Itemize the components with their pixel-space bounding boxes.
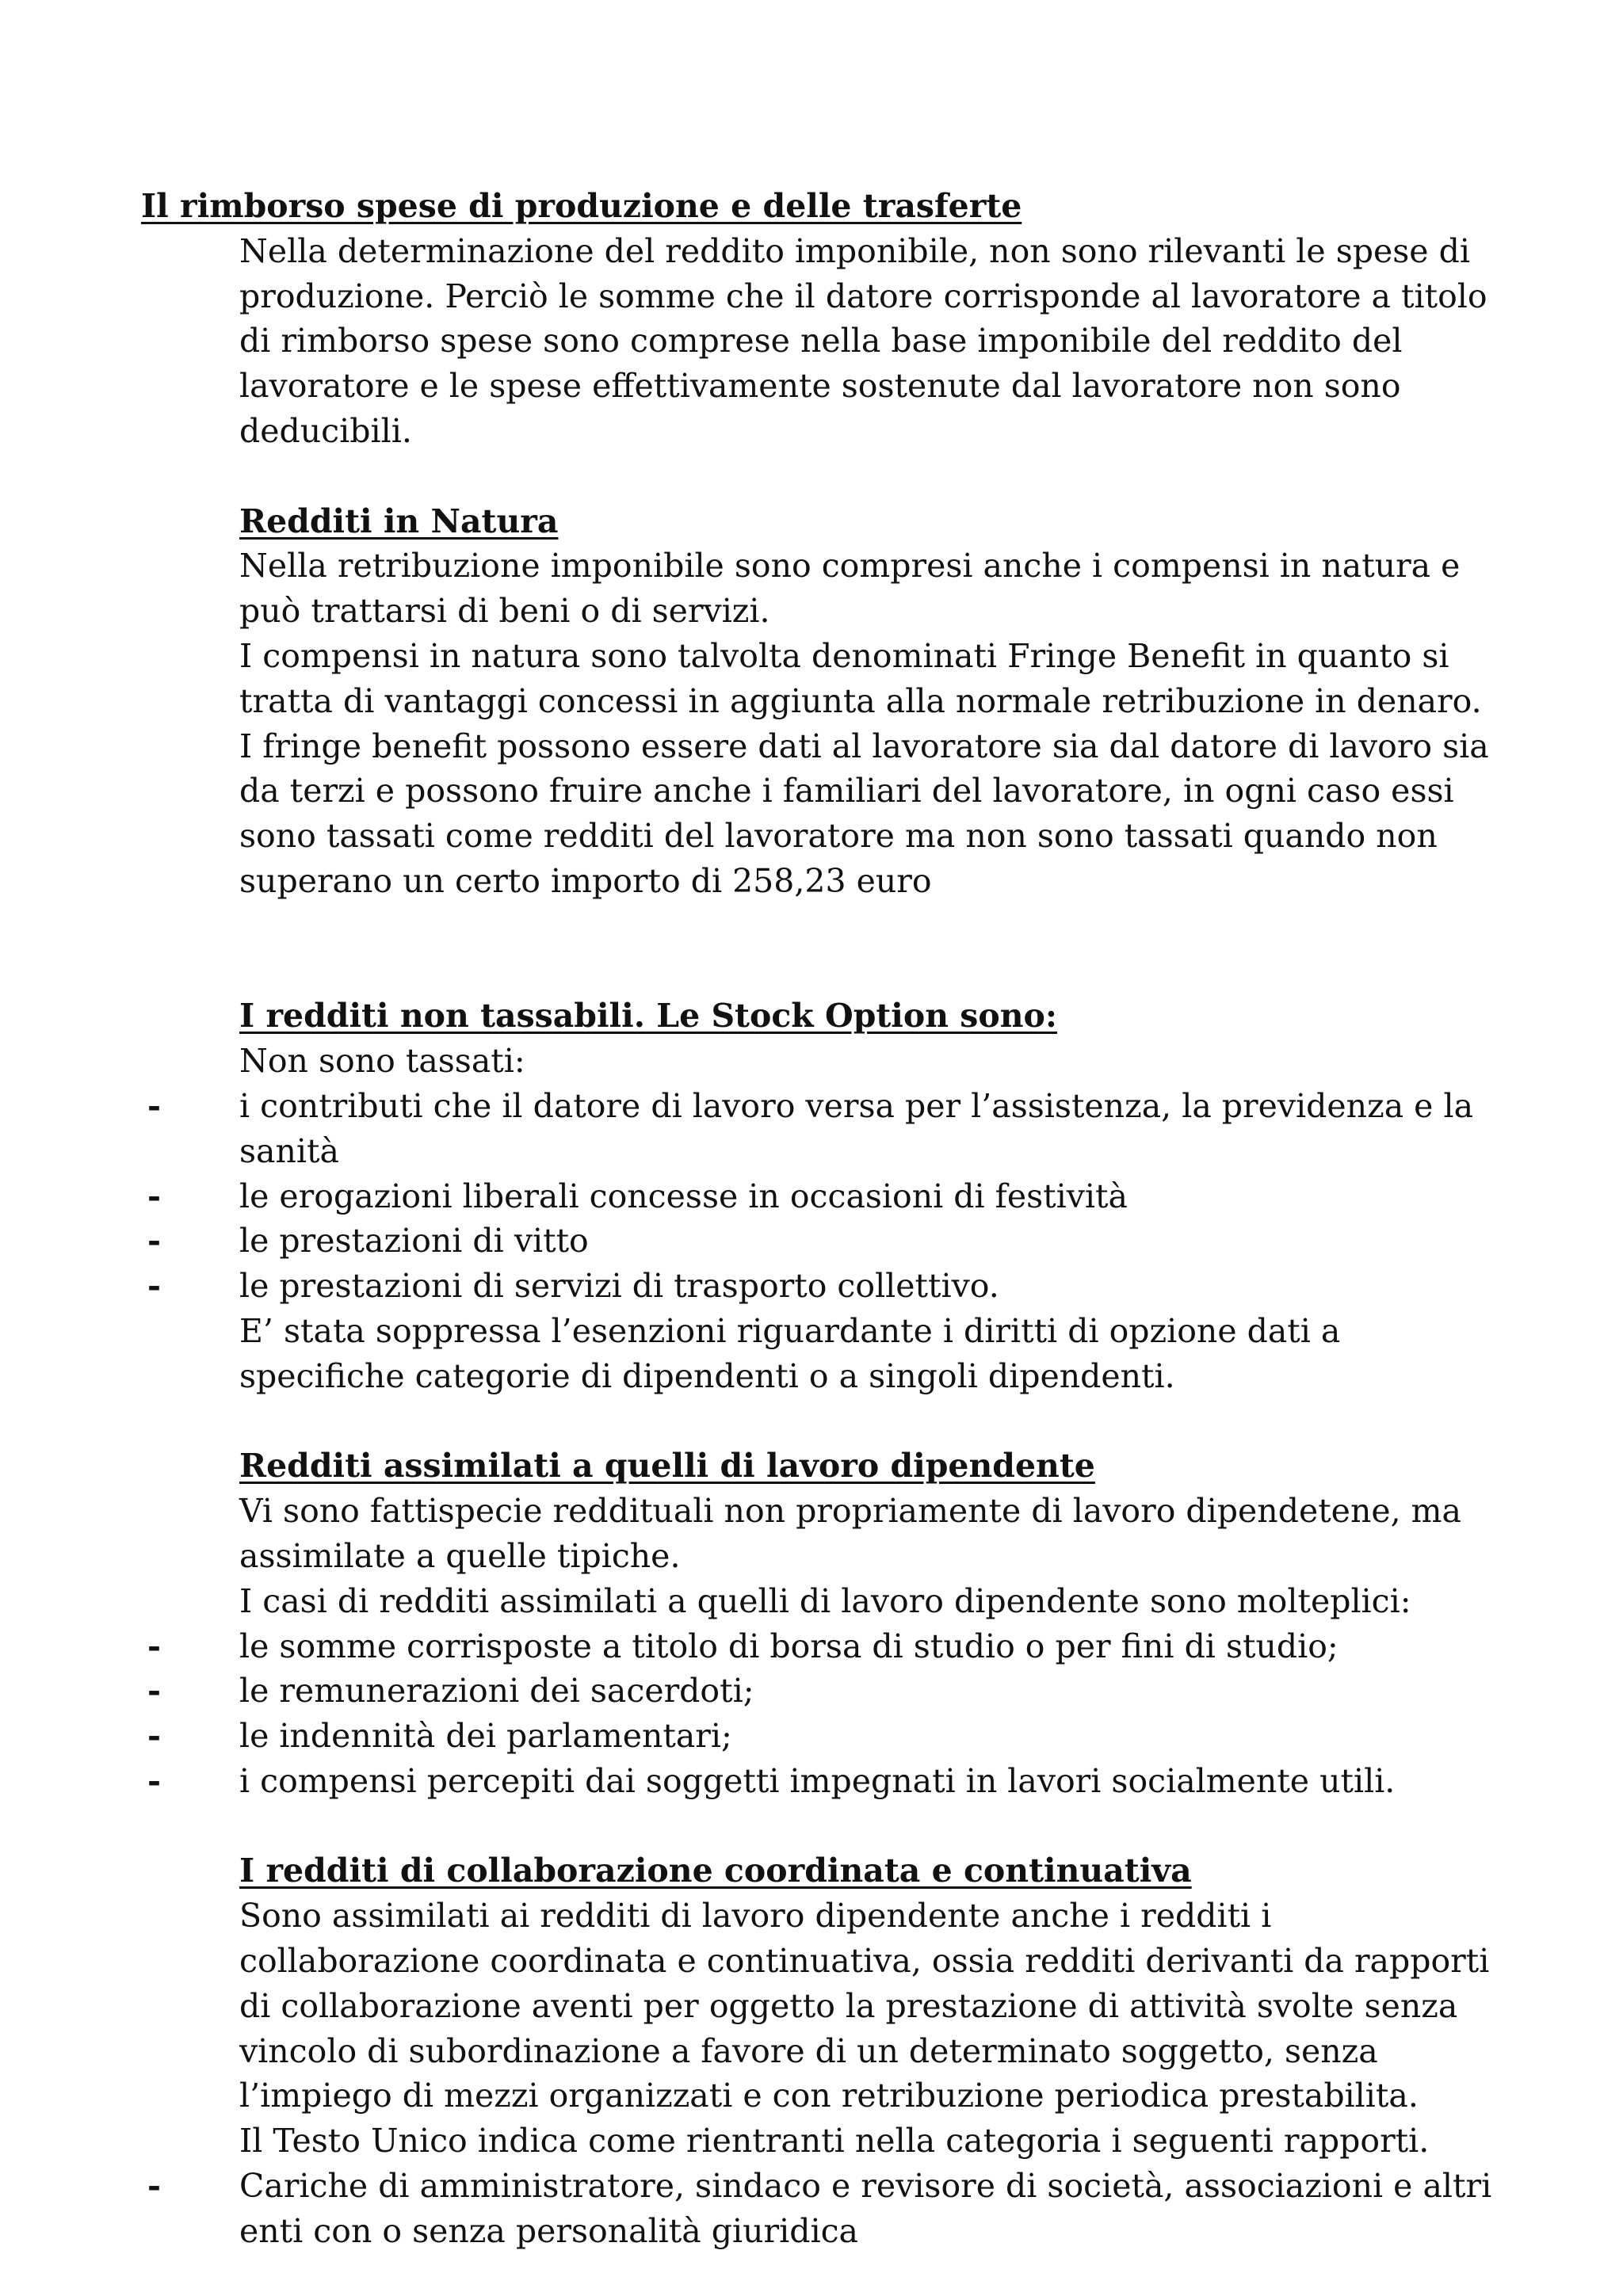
bullet-dash: - bbox=[147, 1086, 162, 1125]
section-heading: I redditi di collaborazione coordinata e continuativa bbox=[239, 1852, 1192, 1890]
section-paragraph: Vi sono fattispecie reddituali non propriamente di lavoro dipendetene, ma assimilate a quelle tipiche. bbox=[239, 1492, 1462, 1575]
bullet-dash: - bbox=[147, 1627, 162, 1665]
section-paragraph: Nella retribuzione imponibile sono compresi anche i compensi in natura e può trattarsi di beni o di servizi. bbox=[239, 547, 1461, 631]
document-title: Il rimborso spese di produzione e delle trasferte bbox=[141, 187, 1022, 225]
list-item-text: le erogazioni liberali concesse in occasioni di festività bbox=[239, 1177, 1128, 1215]
bullet-list bbox=[147, 2164, 1499, 2254]
section-lead: Non sono tassati: bbox=[239, 1042, 525, 1081]
list-item bbox=[147, 1264, 1499, 1309]
list-item-text: le prestazioni di vitto bbox=[239, 1222, 589, 1261]
list-item-text: le prestazioni di servizi di trasporto collettivo. bbox=[239, 1267, 999, 1306]
bullet-dash: - bbox=[147, 1717, 162, 1756]
list-item bbox=[147, 1669, 1499, 1714]
list-item-text: Cariche di amministratore, sindaco e revisore di società, associazioni e altri enti con o senza personalità giuridica bbox=[239, 2167, 1492, 2250]
section-heading: Redditi in Natura bbox=[239, 502, 559, 540]
bullet-dash: - bbox=[147, 2167, 162, 2206]
section-paragraph: I casi di redditi assimilati a quelli di lavoro dipendente sono molteplici: bbox=[239, 1581, 1411, 1620]
document-body bbox=[141, 184, 1504, 2254]
bullet-dash: - bbox=[147, 1267, 162, 1306]
section-heading: I redditi non tassabili. Le Stock Option sono: bbox=[239, 997, 1058, 1035]
bullet-list bbox=[147, 1624, 1499, 1804]
bullet-dash: - bbox=[147, 1222, 162, 1261]
list-item bbox=[147, 2164, 1499, 2254]
list-item-text: le remunerazioni dei sacerdoti; bbox=[239, 1672, 754, 1711]
bullet-dash: - bbox=[147, 1177, 162, 1215]
section-heading: Redditi assimilati a quelli di lavoro dipendente bbox=[239, 1447, 1095, 1486]
bullet-dash: - bbox=[147, 1672, 162, 1711]
list-item-text: le indennità dei parlamentari; bbox=[239, 1717, 732, 1756]
section-paragraph: Il Testo Unico indica come rientranti nella categoria i seguenti rapporti. bbox=[239, 2122, 1430, 2161]
list-item-text: i contributi che il datore di lavoro versa per l’assistenza, la previdenza e la sanità bbox=[239, 1086, 1474, 1170]
list-item bbox=[147, 1624, 1499, 1669]
list-item-text: i compensi percepiti dai soggetti impegnati in lavori socialmente utili. bbox=[239, 1761, 1396, 1800]
intro-paragraph: Nella determinazione del reddito imponibile, non sono rilevanti le spese di produzione. Perciò le somme che il datore corrisponde al lavoratore a titolo di rimborso spese sono comprese nella base imponibile del reddito del lavoratore e le spese effettivamente sostenute dal lavoratore non sono deducibili. bbox=[239, 231, 1487, 450]
intro-block bbox=[147, 229, 1499, 2254]
bullet-dash: - bbox=[147, 1761, 162, 1800]
section-trailing: E’ stata soppressa l’esenzioni riguardante i diritti di opzione dati a specifiche categorie di dipendenti o a singoli dipendenti. bbox=[239, 1311, 1341, 1395]
section-paragraph: Sono assimilati ai redditi di lavoro dipendente anche i redditi i collaborazione coordinata e continuativa, ossia redditi derivanti da rapporti di collaborazione aventi per oggetto la prestazione di attività svolte senza vincolo di subordinazione a favore di un determinato soggetto, senza l’impiego di mezzi organizzati e con retribuzione periodica prestabilita. bbox=[239, 1897, 1490, 2115]
list-item bbox=[147, 1714, 1499, 1759]
list-item bbox=[147, 1759, 1499, 1804]
list-item bbox=[147, 1219, 1499, 1264]
list-item bbox=[147, 1084, 1499, 1174]
list-item-text: le somme corrisposte a titolo di borsa di studio o per fini di studio; bbox=[239, 1627, 1338, 1665]
bullet-list bbox=[147, 1084, 1499, 1309]
list-item bbox=[147, 1174, 1499, 1219]
section-paragraph: I compensi in natura sono talvolta denominati Fringe Benefit in quanto si tratta di vantaggi concessi in aggiunta alla normale retribuzione in denaro. I fringe benefit possono essere dati al lavoratore sia dal datore di lavoro sia da terzi e possono fruire anche i familiari del lavoratore, in ogni caso essi sono tassati come redditi del lavoratore ma non sono tassati quando non superano un certo importo di 258,23 euro bbox=[239, 636, 1489, 900]
